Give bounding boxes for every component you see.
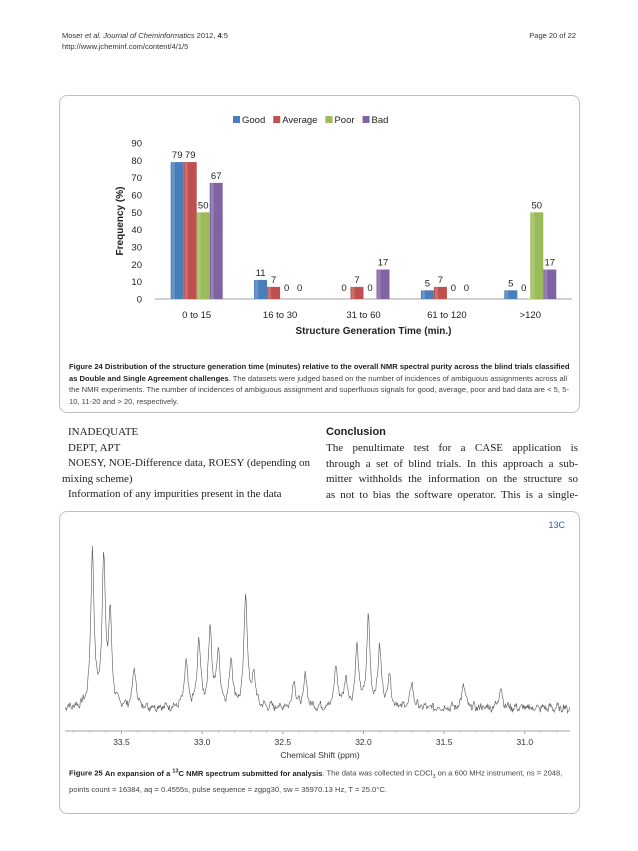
data-label: 0 [367,283,373,294]
y-tick-label: 50 [131,207,142,219]
paragraph-line: The penultimate test for a CASE application is [326,442,578,454]
data-label: 11 [255,267,266,279]
bar-highlight [352,287,355,299]
data-label: 0 [296,283,303,294]
legend-swatch-poor [325,116,332,123]
data-label: 17 [377,257,389,269]
bar-highlight [268,287,271,299]
list-item: Information of any impurities present in the data [68,488,282,500]
y-tick-label: 0 [136,294,142,306]
data-label: 0 [450,283,457,294]
legend-label-good: Good [242,115,266,126]
data-label: 67 [210,170,222,182]
y-axis-title: Frequency (%) [115,186,126,256]
figure-25-title: An expansion of a $^{13}$C NMR spectrum submitted for analysis [104,768,323,778]
ppm-tick-label: 33.0 [193,737,211,747]
conclusion-heading: Conclusion [326,426,386,438]
ppm-axis-label: Chemical Shift (ppm) [280,750,360,760]
data-label: 0 [341,283,347,294]
y-tick-label: 20 [131,259,142,271]
bar-highlight [544,270,547,299]
figure-24-panel [59,95,580,413]
bar-highlight [505,290,508,299]
paragraph-line: as not to bias the software operator. This is a single- [326,488,578,501]
legend-swatch-good [233,116,240,123]
figure-25-label: Figure 25 [69,768,103,778]
y-tick-label: 10 [131,277,142,289]
list-item: DEPT, APT [68,441,121,454]
data-label: 5 [508,278,514,290]
data-label: 17 [544,257,556,269]
requirements-list [62,425,310,503]
legend-swatch-bad [363,116,370,123]
figure-24-caption [69,361,571,407]
bar-highlight [255,280,258,299]
y-tick-label: 30 [131,242,142,254]
legend-swatch-average [273,116,280,123]
figure-24-label: Figure 24 [69,362,103,371]
paragraph-line: through a set of blind trials. In this approach a sub- [326,457,578,470]
bar-highlight [378,270,381,299]
chart-legend [233,115,388,126]
ppm-tick-label: 31.0 [516,737,534,747]
ppm-tick-label: 31.5 [435,737,453,747]
nucleus-label: 13C [548,520,565,530]
y-tick-label: 80 [131,155,142,167]
data-label: 0 [463,283,470,294]
spectrum-trace [65,546,570,713]
figure-25-caption: Figure 25 An expansion of a $^{13}$C NMR spectrum submitted for analysis. The data was collected in CDCl$_3$ on a 600 MHz instrument, ns = 2048, points count = 16384, aq = 0.4555s, pulse sequence = zgpg30, sw = 35970.13 Hz, T = 25.0°C. [69,768,563,794]
bar-highlight [211,183,214,299]
frequency-bar-chart [60,96,579,356]
citation: Moser et al. Journal of Cheminformatics 2012, 4:5 [62,31,228,40]
list-item: INADEQUATE [68,426,139,438]
x-tick-label: 31 to 60 [346,310,381,321]
nmr-spectrum-plot [60,512,579,762]
x-tick-label: 16 to 30 [262,310,298,321]
legend-label-poor: Poor [334,115,355,126]
page-number: Page 20 of 22 [529,31,576,40]
x-tick-label: 0 to 15 [182,310,212,321]
bar-highlight [435,287,438,299]
data-label: 79 [184,150,196,162]
data-label: 7 [270,274,277,286]
ppm-tick-label: 32.5 [274,737,292,747]
data-label: 50 [531,200,543,212]
data-label: 5 [424,278,431,290]
data-label: 0 [521,283,527,294]
y-tick-label: 40 [131,225,142,237]
y-tick-label: 70 [131,173,142,185]
data-label: 0 [283,283,290,294]
bar-highlight [185,162,188,299]
data-label: 50 [197,200,209,212]
list-item: mixing scheme) [62,472,133,485]
bar-highlight [422,290,425,299]
conclusion-paragraph [326,441,578,503]
figure-24-title: Distribution of the structure generation time (minutes) relative to the overall NMR spectral purity across the blind trials classified as Double and Single Agreement challenges [69,362,570,383]
bar-highlight [198,212,201,299]
y-tick-label: 60 [131,190,142,202]
x-tick-label: 61 to 120 [427,310,467,321]
y-tick-label: 90 [131,138,142,150]
x-axis-title: Structure Generation Time (min.) [295,326,452,337]
figure-24-description: . The datasets were judged based on the number of incidences of ambiguous assignments across all the NMR experiments. The number of incidences of ambiguous assignment and superfluous signals for good, average, poor and bad data are < 5, 5-10, 11-20 and > 20, respectively. [69,373,569,406]
figure-25-panel [59,511,580,814]
bar-highlight [172,162,175,299]
legend-label-bad: Bad [371,115,389,126]
running-header-left [62,30,228,52]
list-item: NOESY, NOE-Difference data, ROESY (depending on [68,457,311,469]
article-url[interactable]: http://www.jcheminf.com/content/4/1/5 [62,42,189,51]
ppm-tick-label: 33.5 [113,737,130,747]
data-label: 7 [354,274,360,286]
data-label: 7 [437,274,444,286]
data-label: 79 [171,150,183,162]
legend-label-average: Average [282,115,318,126]
ppm-tick-label: 32.0 [355,737,372,747]
bar-highlight [531,212,534,299]
paragraph-line: mitter withholds the information on the structure so [326,473,578,485]
x-tick-label: >120 [519,310,542,321]
